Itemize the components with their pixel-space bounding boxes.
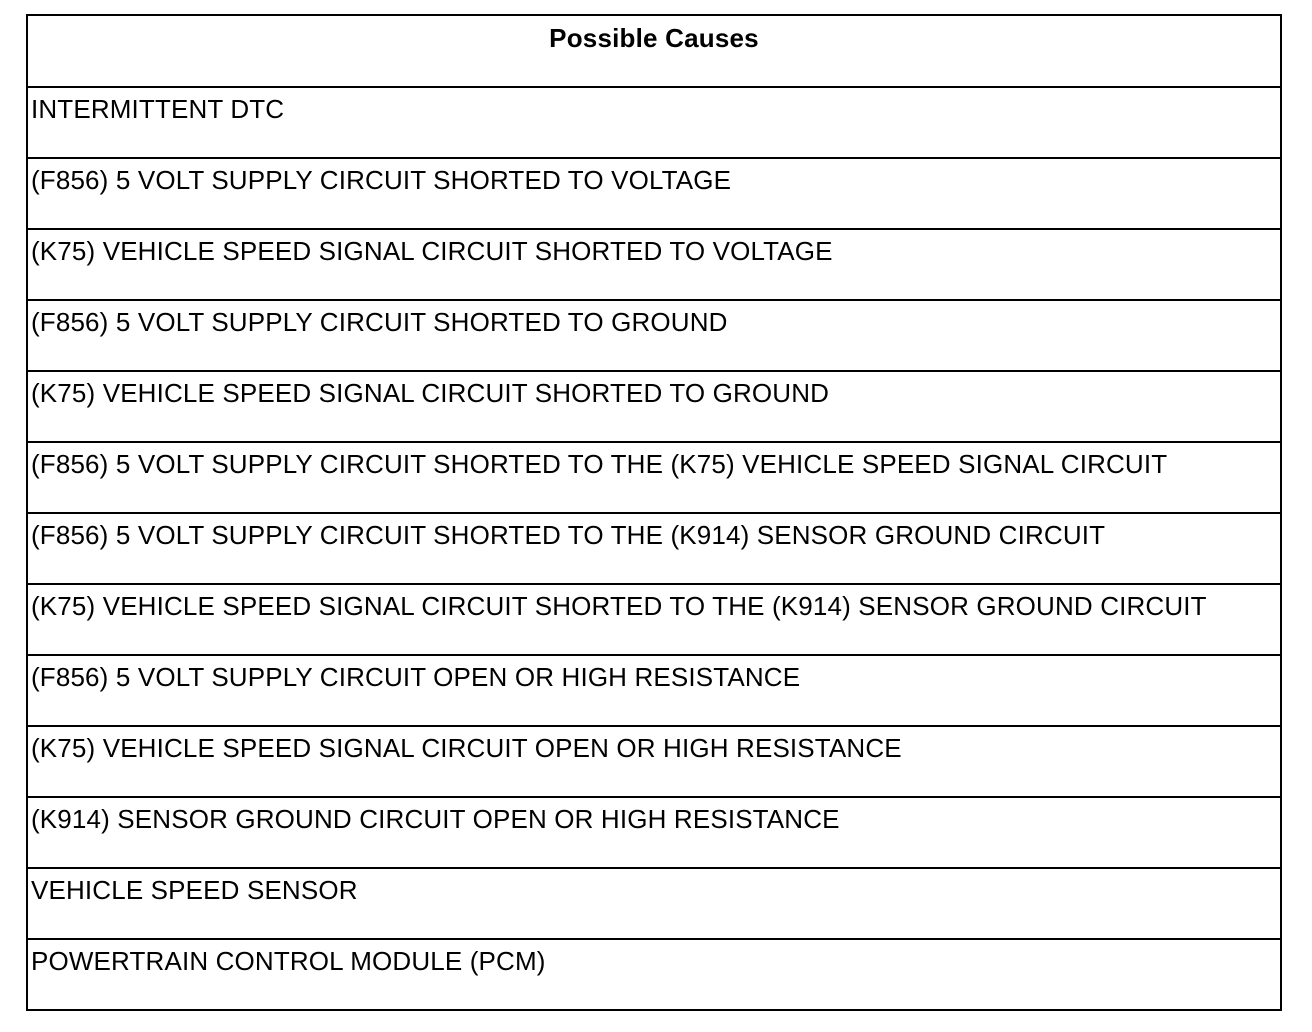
cause-text: (F856) 5 VOLT SUPPLY CIRCUIT SHORTED TO VOLTAGE [31, 165, 732, 195]
cause-text: (K914) SENSOR GROUND CIRCUIT OPEN OR HIGH RESISTANCE [31, 804, 840, 834]
table-header [28, 16, 1280, 86]
table-row [28, 583, 1280, 654]
table-row [28, 796, 1280, 867]
cause-text: POWERTRAIN CONTROL MODULE (PCM) [31, 946, 546, 976]
possible-causes-table [26, 14, 1282, 1011]
table-row [28, 228, 1280, 299]
table-row [28, 299, 1280, 370]
cause-text: VEHICLE SPEED SENSOR [31, 875, 358, 905]
cause-text: (K75) VEHICLE SPEED SIGNAL CIRCUIT SHORTED TO THE (K914) SENSOR GROUND CIRCUIT [31, 591, 1207, 621]
table-header-label: Possible Causes [549, 23, 759, 53]
cause-text: (K75) VEHICLE SPEED SIGNAL CIRCUIT SHORTED TO GROUND [31, 378, 830, 408]
cause-text: INTERMITTENT DTC [31, 94, 285, 124]
cause-text: (F856) 5 VOLT SUPPLY CIRCUIT SHORTED TO THE (K914) SENSOR GROUND CIRCUIT [31, 520, 1106, 550]
table-row [28, 512, 1280, 583]
cause-text: (F856) 5 VOLT SUPPLY CIRCUIT SHORTED TO GROUND [31, 307, 728, 337]
table-row [28, 725, 1280, 796]
table-row [28, 867, 1280, 938]
cause-text: (F856) 5 VOLT SUPPLY CIRCUIT SHORTED TO THE (K75) VEHICLE SPEED SIGNAL CIRCUIT [31, 449, 1168, 479]
cause-text: (F856) 5 VOLT SUPPLY CIRCUIT OPEN OR HIGH RESISTANCE [31, 662, 801, 692]
table-row [28, 370, 1280, 441]
table-row [28, 86, 1280, 157]
table-row [28, 157, 1280, 228]
table-row [28, 441, 1280, 512]
cause-text: (K75) VEHICLE SPEED SIGNAL CIRCUIT SHORTED TO VOLTAGE [31, 236, 833, 266]
table-row [28, 938, 1280, 1009]
table-row [28, 654, 1280, 725]
cause-text: (K75) VEHICLE SPEED SIGNAL CIRCUIT OPEN OR HIGH RESISTANCE [31, 733, 902, 763]
